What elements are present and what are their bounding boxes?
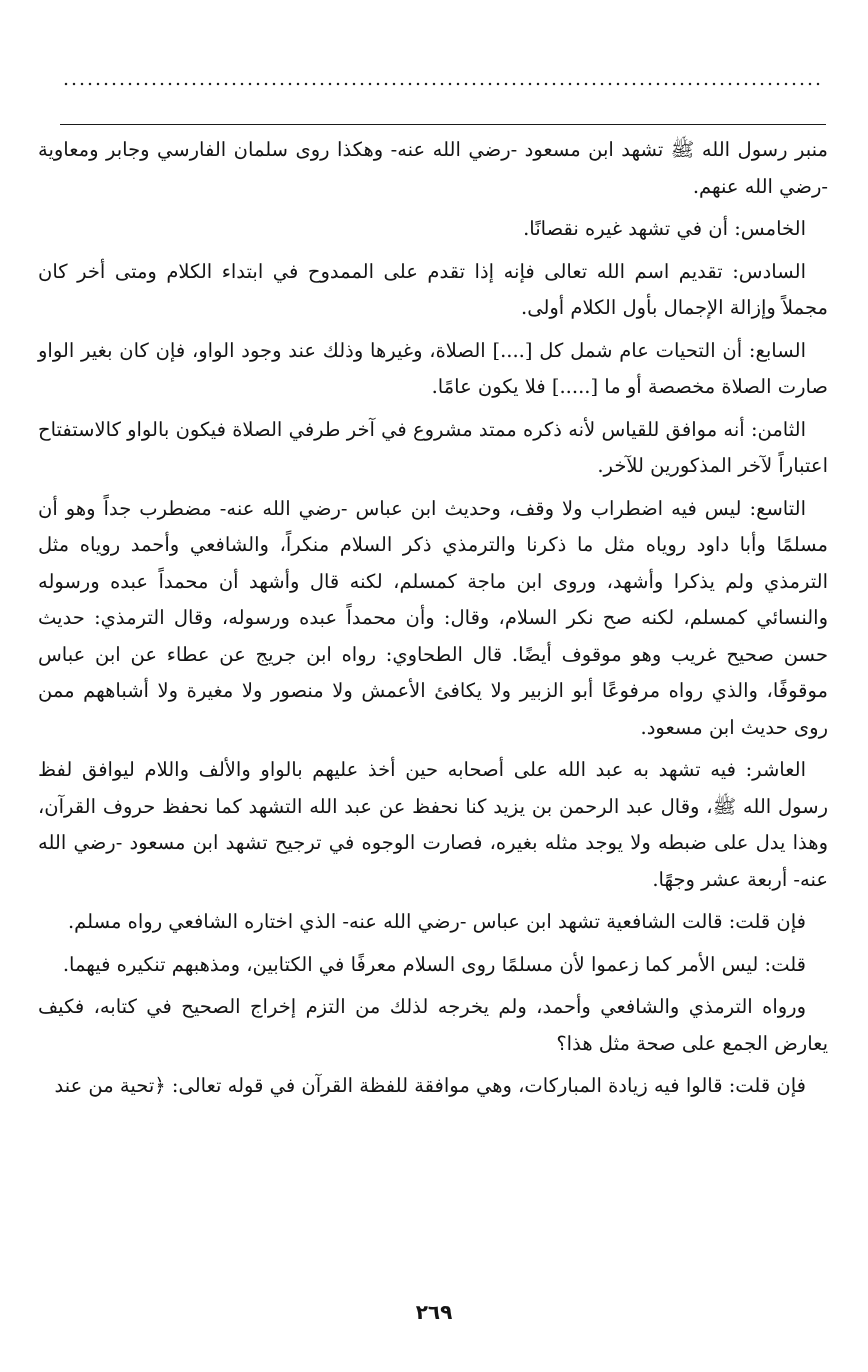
page-number: ٢٦٩	[415, 1300, 453, 1324]
paragraph-ninth: التاسع: ليس فيه اضطراب ولا وقف، وحديث ابن عباس -رضي الله عنه- مضطرب جداً وهو أن مسلمًا وأبا داود روياه مثل ما ذكرنا والترمذي ذكر السلام منكراً، والشافعي وأحمد روياه مثل الترمذي ولم يذكرا وأشهد، وروى ابن ماجة كمسلم، لكنه قال وأشهد أن محمداً عبده ورسوله والنسائي كمسلم، لكنه صح نكر السلام، وقال: وأن محمداً عبده ورسوله، وقال الترمذي: حديث حسن صحيح غريب وهو موقوف أيضًا. قال الطحاوي: رواه ابن جريج عن عطاء عن ابن عباس موقوفًا، والذي رواه مرفوعًا أبو الزبير ولا يكافئ الأعمش ولا منصور ولا مغيرة ولا أشباههم ممن روى حديث ابن مسعود.	[38, 496, 828, 739]
horizontal-rule	[60, 124, 826, 125]
paragraph-sixth: السادس: تقديم اسم الله تعالى فإنه إذا تقدم على الممدوح في ابتداء الكلام ومتى أخر كان مجملاً وإزالة الإجمال بأول الكلام أولى.	[38, 259, 828, 319]
paragraph-reply-1: قلت: ليس الأمر كما زعموا لأن مسلمًا روى السلام معرفًا في الكتابين، ومذهبهم تنكيره فيهما.	[62, 952, 806, 976]
paragraph-objection-1: فإن قلت: قالت الشافعية تشهد ابن عباس -رضي الله عنه- الذي اختاره الشافعي رواه مسلم.	[67, 910, 806, 933]
paragraph-fifth: الخامس: أن في تشهد غيره نقصانًا.	[523, 217, 806, 240]
main-text	[38, 132, 828, 1111]
paragraph-seventh: السابع: أن التحيات عام شمل كل [....] الصلاة، وغيرها وذلك عند وجود الواو، فإن كان بغير الواو صارت الصلاة مخصصة أو ما [.....] فلا يكون عامًا.	[38, 338, 828, 398]
paragraph-tenth: العاشر: فيه تشهد به عبد الله على أصحابه حين أخذ عليهم بالواو والألف واللام ليوافق لفظ رسول الله ﷺ، وقال عبد الرحمن بن يزيد كنا نحفظ عن عبد الله التشهد كما نحفظ حروف القرآن، وهذا يدل على ضبطه ولا يوجد مثله بغيره، فصارت الوجوه في ترجيح تشهد ابن مسعود -رضي الله عنه- أربعة عشر وجهًا.	[38, 758, 828, 891]
paragraph-reply-2: ورواه الترمذي والشافعي وأحمد، ولم يخرجه لذلك من التزم إخراج الصحيح في كتابه، فكيف يعارض الجمع على صحة مثل هذا؟	[38, 995, 828, 1055]
paragraph-objection-2: فإن قلت: قالوا فيه زيادة المباركات، وهي موافقة للفظة القرآن في قوله تعالى: ﴿تحية من عند	[54, 1074, 806, 1097]
footnote-separator-dots	[62, 82, 824, 86]
paragraph-continuation: منبر رسول الله ﷺ تشهد ابن مسعود -رضي الله عنه- وهكذا روى سلمان الفارسي وجابر ومعاوية -رضي الله عنهم.	[38, 138, 828, 198]
paragraph-eighth: الثامن: أنه موافق للقياس لأنه ذكره ممتد مشروع في آخر طرفي الصلاة فيكون بالواو كالاستفتاح اعتباراً لآخر المذكورين للآخر.	[38, 417, 828, 477]
